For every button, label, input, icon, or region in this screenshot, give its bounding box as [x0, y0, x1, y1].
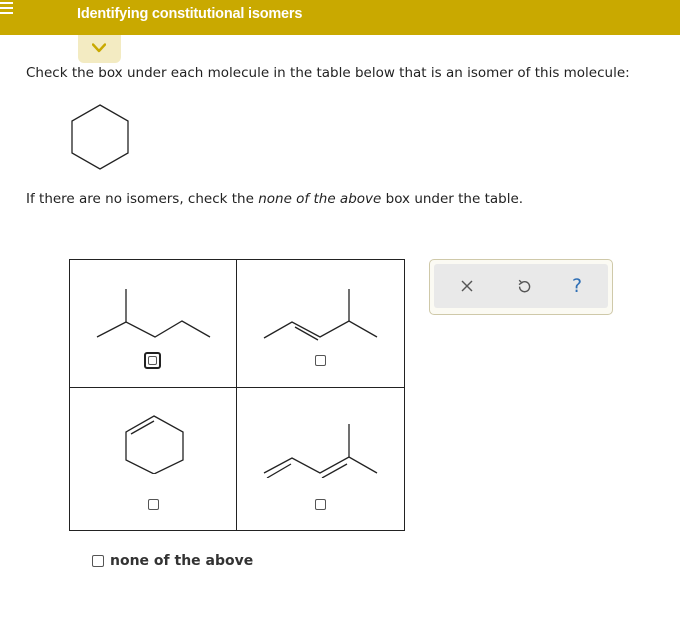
x-icon [461, 280, 473, 292]
none-of-the-above-label: none of the above [110, 553, 254, 569]
table-cell-4 [237, 388, 404, 530]
molecule-3-checkbox[interactable] [148, 499, 159, 510]
hint-text [26, 191, 523, 207]
chevron-down-icon [92, 43, 106, 53]
molecule-3 [123, 388, 187, 474]
toolbar-inner [434, 264, 608, 308]
target-molecule-cyclohexane [68, 103, 132, 171]
molecule-4 [257, 418, 387, 478]
answer-toolbar [429, 259, 613, 315]
hint-emphasis: none of the above [258, 191, 382, 207]
clear-button[interactable] [447, 264, 487, 308]
table-cell-1 [70, 260, 236, 387]
page-title: Identifying constitutional isomers [77, 6, 303, 22]
table-cell-2 [237, 260, 404, 387]
molecule-2 [257, 282, 387, 342]
menu-icon[interactable] [0, 0, 22, 22]
none-of-the-above-checkbox[interactable] [92, 555, 104, 567]
table-cell-3 [70, 388, 236, 530]
undo-icon [517, 279, 531, 293]
undo-button[interactable] [504, 264, 544, 308]
molecule-2-checkbox[interactable] [315, 355, 326, 366]
question-prompt: Check the box under each molecule in the table below that is an isomer of this molecule: [26, 65, 630, 81]
hint-before: If there are no isomers, check the [26, 191, 259, 207]
header-bar [0, 0, 680, 35]
hint-after: box under the table. [381, 191, 524, 207]
help-button[interactable]: ? [571, 275, 583, 297]
molecule-4-checkbox[interactable] [315, 499, 326, 510]
expand-tab[interactable] [78, 35, 121, 63]
molecule-1-checkbox[interactable] [144, 352, 161, 369]
molecule-table [69, 259, 405, 531]
molecule-1 [90, 282, 220, 342]
none-of-the-above-option[interactable] [92, 553, 253, 569]
